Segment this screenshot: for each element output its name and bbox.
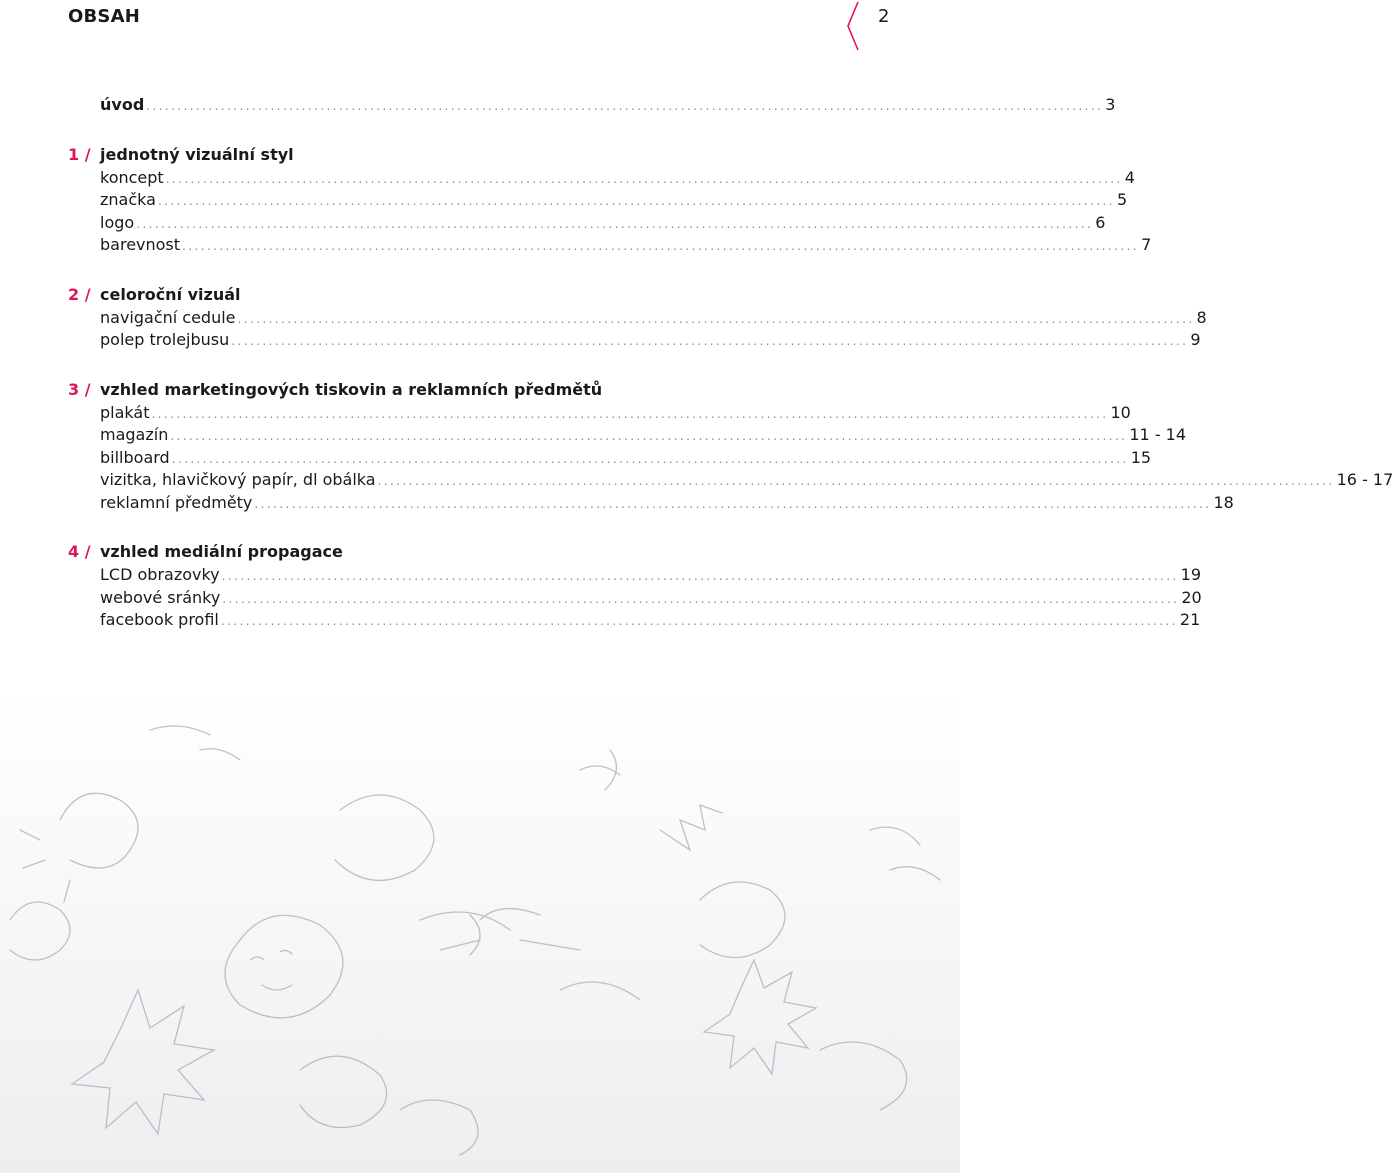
dot-leader: .......................................................................................................................................................... — [171, 451, 1129, 466]
toc-entry[interactable] — [68, 587, 1202, 610]
toc-entry[interactable] — [68, 234, 1152, 257]
chevron-left-icon — [840, 0, 864, 54]
dot-leader: .......................................................................................................................................................... — [377, 474, 1335, 488]
section-number: 4 / — [68, 542, 91, 561]
dot-leader: .......................................................................................................................................................... — [157, 194, 1115, 208]
toc-entry[interactable] — [68, 609, 1201, 632]
dot-leader: .......................................................................................................................................................... — [231, 334, 1189, 348]
dot-leader: .......................................................................................................................................................... — [222, 591, 1180, 606]
toc-entry-page: 19 — [1180, 565, 1202, 584]
dot-leader: .......................................................................................................................................................... — [136, 216, 1094, 231]
toc-entry-page: 11 - 14 — [1129, 425, 1187, 444]
section-title: vzhled marketingových tiskovin a reklamních předmětů — [100, 379, 603, 399]
section-heading — [68, 143, 892, 167]
toc-entry-title: plakát — [68, 402, 149, 425]
section-number: 3 / — [68, 379, 91, 399]
toc-entry-title: koncept — [68, 167, 164, 190]
toc-entry-title: vizitka, hlavičkový papír, dl obálka — [68, 469, 376, 492]
dot-leader: .......................................................................................................................................................... — [170, 429, 1128, 443]
toc-entry-title: úvod — [68, 94, 144, 117]
toc-entry-page: 7 — [1141, 235, 1152, 254]
page-title: OBSAH — [68, 6, 140, 27]
toc-entry-title: reklamní předměty — [68, 492, 252, 515]
toc-entry[interactable] — [68, 329, 1201, 352]
table-of-contents — [68, 94, 1393, 632]
toc-entry-page: 4 — [1124, 167, 1135, 187]
toc-entry-page: 15 — [1130, 447, 1152, 467]
toc-entry-title: barevnost — [68, 234, 180, 257]
toc-entry-page: 8 — [1196, 307, 1207, 327]
dot-leader: .......................................................................................................................................................... — [237, 311, 1195, 326]
section-number: 1 / — [68, 144, 91, 164]
toc-entry[interactable] — [68, 212, 1106, 235]
dot-leader: .......................................................................................................................................................... — [182, 239, 1140, 253]
dot-leader: .......................................................................................................................................................... — [165, 171, 1123, 186]
toc-entry-page: 3 — [1105, 95, 1116, 114]
page-number: 2 — [878, 6, 890, 27]
toc-entry[interactable] — [68, 469, 1393, 492]
section-heading — [68, 283, 892, 307]
toc-entry-title: magazín — [68, 424, 168, 447]
toc-entry-page: 21 — [1179, 610, 1201, 629]
section-heading — [68, 378, 892, 402]
background-sketch-image — [0, 690, 960, 1173]
toc-entry-page: 10 — [1110, 402, 1131, 422]
section-number: 2 / — [68, 284, 91, 304]
toc-entry-page: 6 — [1095, 212, 1106, 232]
toc-entry-title: billboard — [68, 447, 170, 470]
toc-section-4 — [68, 540, 1202, 632]
toc-section-2 — [68, 283, 1207, 352]
toc-entry-page: 9 — [1190, 330, 1201, 349]
toc-entry[interactable] — [68, 167, 1135, 190]
toc-entry[interactable] — [68, 189, 1128, 212]
toc-entry-page: 20 — [1181, 587, 1202, 607]
toc-entry-page: 16 - 17 — [1336, 470, 1393, 489]
toc-entry[interactable] — [68, 447, 1152, 470]
toc-entry[interactable] — [68, 307, 1207, 330]
section-title: vzhled mediální propagace — [100, 542, 343, 561]
section-title: jednotný vizuální styl — [100, 144, 294, 164]
dot-leader: .......................................................................................................................................................... — [220, 614, 1178, 628]
toc-entry-title: značka — [68, 189, 156, 212]
dot-leader: .......................................................................................................................................................... — [254, 496, 1212, 511]
toc-entry-title: logo — [68, 212, 134, 235]
toc-section-1 — [68, 143, 1152, 257]
toc-entry[interactable] — [68, 424, 1187, 447]
section-heading — [68, 540, 892, 564]
toc-entry-page: 18 — [1213, 492, 1234, 512]
toc-entry-title: LCD obrazovky — [68, 564, 220, 587]
toc-entry-title: webové sránky — [68, 587, 220, 610]
toc-entry[interactable] — [68, 564, 1202, 587]
toc-entry-intro[interactable] — [68, 94, 1116, 117]
toc-section-3 — [68, 378, 1393, 515]
toc-entry-title: polep trolejbusu — [68, 329, 229, 352]
toc-entry[interactable] — [68, 402, 1131, 425]
dot-leader: .......................................................................................................................................................... — [221, 569, 1179, 583]
section-title: celoroční vizuál — [100, 284, 241, 304]
toc-entry-page: 5 — [1116, 190, 1128, 209]
dot-leader: .......................................................................................................................................................... — [151, 406, 1109, 421]
toc-entry-title: navigační cedule — [68, 307, 236, 330]
toc-entry[interactable] — [68, 492, 1234, 515]
toc-entry-title: facebook profil — [68, 609, 219, 632]
dot-leader: .......................................................................................................................................................... — [146, 99, 1104, 113]
